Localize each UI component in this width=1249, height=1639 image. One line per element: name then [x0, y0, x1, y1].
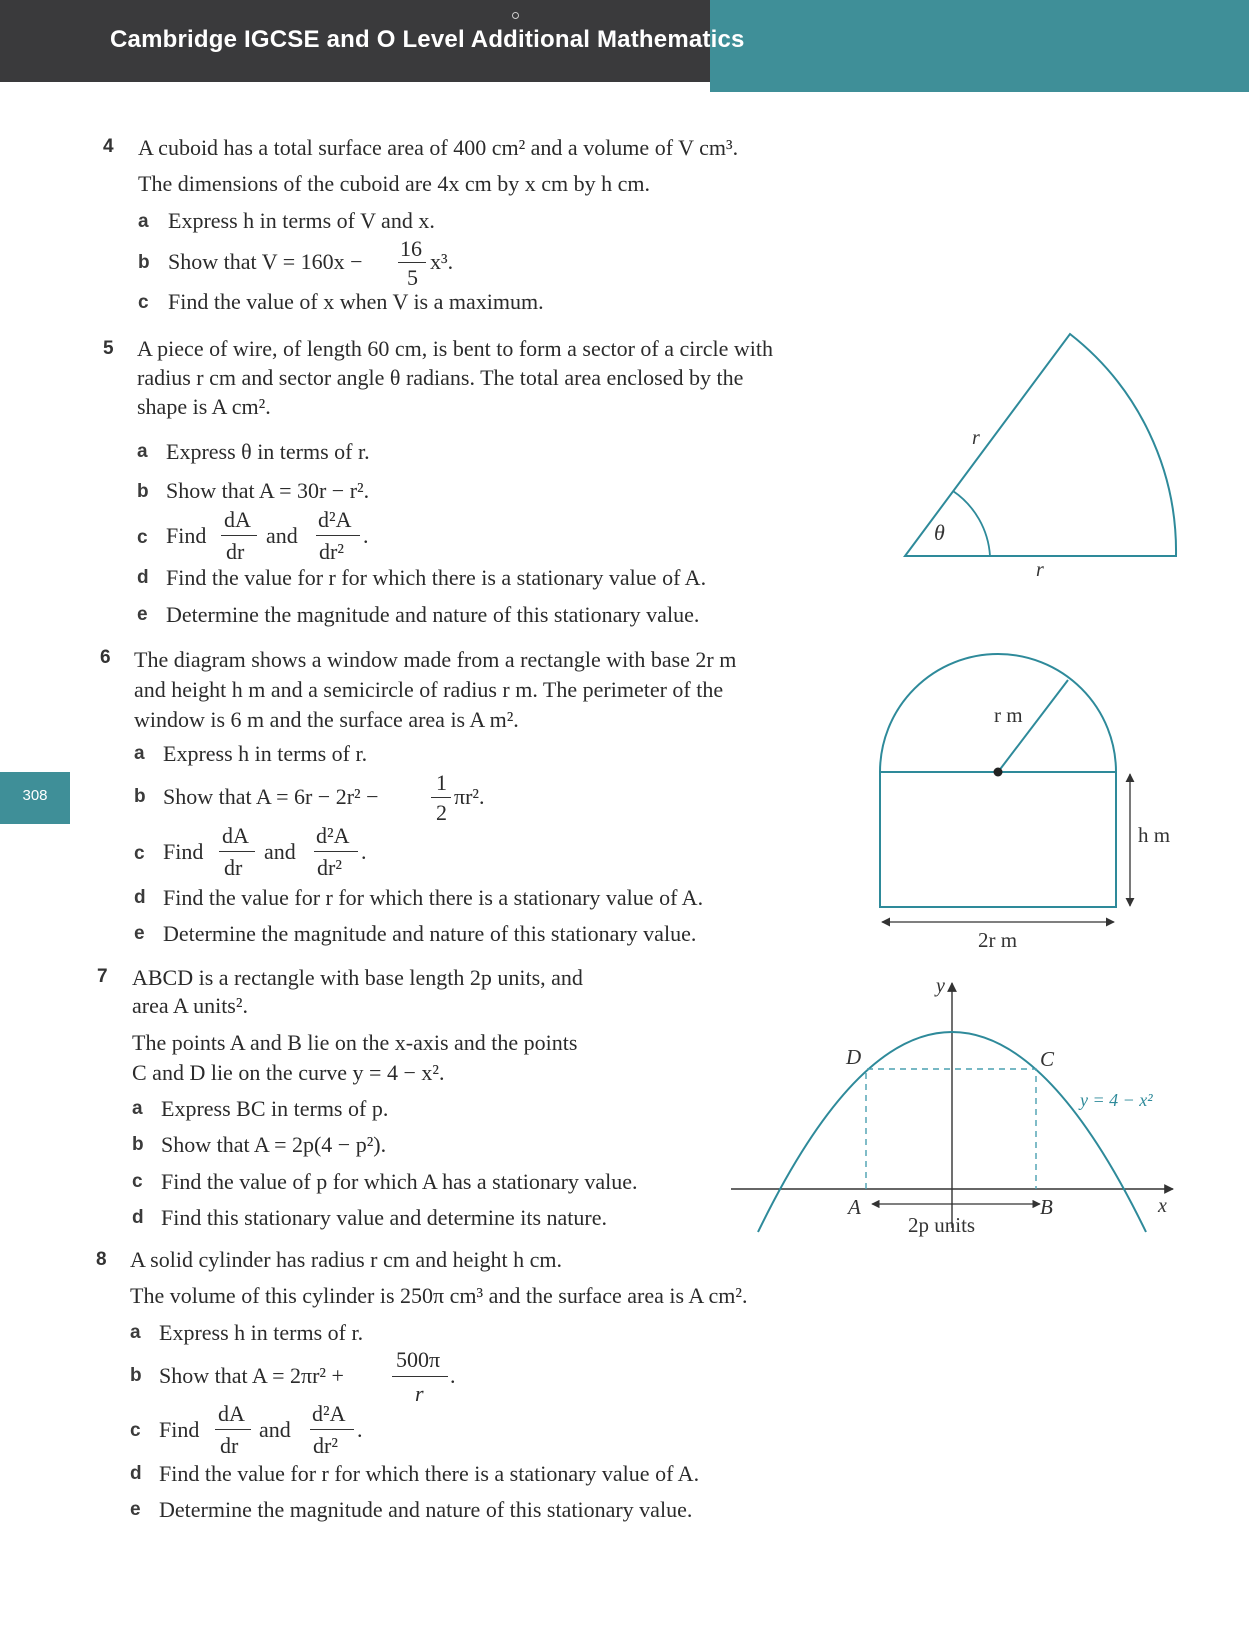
curve-equation-label: y = 4 − x² [1080, 1090, 1153, 1110]
question-7-stem-line2: area A units². [132, 993, 248, 1018]
y-axis-label: y [936, 975, 945, 997]
question-5e-text: Determine the magnitude and nature of this stationary value. [166, 602, 700, 627]
part-c-label: c [130, 1420, 141, 1441]
question-8c-and: and [259, 1417, 291, 1442]
part-b-label: b [130, 1365, 142, 1386]
part-c-label: c [138, 292, 149, 313]
question-8b-fraction-numerator: 500π [396, 1347, 441, 1372]
height-label: h m [1138, 823, 1171, 847]
part-a-label: a [132, 1098, 143, 1119]
book-title: Cambridge IGCSE and O Level Additional Mathematics [110, 26, 745, 53]
question-6-number: 6 [100, 647, 111, 668]
window-rectangle [880, 772, 1116, 907]
question-7a-text: Express BC in terms of p. [161, 1096, 389, 1121]
question-5d-text: Find the value for r for which there is a stationary value of A. [166, 565, 707, 590]
part-c-label: c [132, 1171, 143, 1192]
point-b-label: B [1040, 1195, 1053, 1219]
sector-outline [905, 334, 1176, 556]
question-6-stem-line3: window is 6 m and the surface area is A m². [134, 707, 519, 732]
base-label: 2r m [978, 928, 1018, 952]
question-8a-text: Express h in terms of r. [159, 1320, 364, 1345]
question-4b-text-end: x³. [430, 249, 454, 274]
second-derivative-numerator: d²A [312, 1401, 346, 1426]
question-4b-fraction-denominator: 5 [407, 265, 418, 290]
question-6a-text: Express h in terms of r. [163, 741, 368, 766]
question-6-stem-line1: The diagram shows a window made from a rectangle with base 2r m [134, 647, 737, 672]
derivative-numerator: dA [224, 507, 251, 532]
part-e-label: e [137, 604, 148, 625]
point-d-label: D [846, 1045, 862, 1069]
question-5b-text: Show that A = 30r − r². [166, 478, 370, 503]
question-7-stem-line4: C and D lie on the curve y = 4 − x². [132, 1060, 445, 1085]
question-6b-text-end: πr². [454, 784, 485, 809]
question-8e-text: Determine the magnitude and nature of this stationary value. [159, 1497, 693, 1522]
question-8-stem-line2: The volume of this cylinder is 250π cm³ and the surface area is A cm². [130, 1283, 748, 1308]
question-6e-text: Determine the magnitude and nature of this stationary value. [163, 921, 697, 946]
second-derivative-numerator: d²A [318, 507, 352, 532]
question-8c-find: Find [159, 1417, 200, 1442]
part-b-label: b [137, 481, 149, 502]
derivative-numerator: dA [218, 1401, 245, 1426]
radius-label-side: r [972, 427, 980, 449]
parabola-diagram [731, 975, 1173, 1237]
theta-label: θ [934, 520, 945, 545]
question-5-stem-line1: A piece of wire, of length 60 cm, is bent to form a sector of a circle with [137, 336, 773, 361]
question-8b-text: Show that A = 2πr² + [159, 1363, 344, 1388]
question-5-stem-line2: radius r cm and sector angle θ radians. The total area enclosed by the [137, 365, 744, 390]
part-a-label: a [130, 1322, 141, 1343]
derivative-denominator: dr [224, 855, 243, 880]
question-8b-text-end: . [450, 1363, 456, 1388]
part-b-label: b [134, 786, 146, 807]
part-c-label: c [137, 527, 148, 548]
part-d-label: d [137, 567, 149, 588]
question-7-number: 7 [97, 966, 108, 987]
question-8-stem-line1: A solid cylinder has radius r cm and height h cm. [130, 1247, 562, 1272]
question-4a-text: Express h in terms of V and x. [168, 208, 435, 233]
part-d-label: d [132, 1207, 144, 1228]
derivative-numerator: dA [222, 823, 249, 848]
part-e-label: e [134, 923, 145, 944]
question-6c-end: . [361, 839, 367, 864]
question-7d-text: Find this stationary value and determine its nature. [161, 1205, 608, 1230]
question-8b-fraction-denominator: r [415, 1381, 424, 1406]
question-6d-text: Find the value for r for which there is a stationary value of A. [163, 885, 704, 910]
question-6-stem-line2: and height h m and a semicircle of radius r m. The perimeter of the [134, 677, 724, 702]
part-d-label: d [134, 887, 146, 908]
question-6c-find: Find [163, 839, 204, 864]
part-e-label: e [130, 1499, 141, 1520]
part-a-label: a [137, 441, 148, 462]
question-4b-fraction-numerator: 16 [400, 236, 422, 261]
question-6b-fraction-denominator: 2 [436, 800, 447, 825]
second-derivative-denominator: dr² [317, 855, 342, 880]
rectangle-abcd [866, 1069, 1036, 1189]
part-b-label: b [138, 252, 150, 273]
question-5-stem-line3: shape is A cm². [137, 394, 271, 419]
part-c-label: c [134, 843, 145, 864]
question-5c-and: and [266, 523, 298, 548]
question-4c-text: Find the value of x when V is a maximum. [168, 289, 544, 314]
page-number: 308 [22, 787, 48, 804]
second-derivative-denominator: dr² [319, 539, 344, 564]
part-a-label: a [138, 211, 149, 232]
x-axis-label: x [1158, 1195, 1167, 1217]
derivative-denominator: dr [226, 539, 245, 564]
question-5c-end: . [363, 523, 369, 548]
question-7-stem-line3: The points A and B lie on the x-axis and the points [132, 1030, 578, 1055]
question-4-stem-line1: A cuboid has a total surface area of 400 cm² and a volume of V cm³. [138, 135, 739, 160]
question-5c-find: Find [166, 523, 207, 548]
question-7b-text: Show that A = 2p(4 − p²). [161, 1132, 387, 1157]
derivative-denominator: dr [220, 1433, 239, 1458]
angle-arc [953, 491, 990, 556]
second-derivative-numerator: d²A [316, 823, 350, 848]
second-derivative-denominator: dr² [313, 1433, 338, 1458]
point-c-label: C [1040, 1047, 1055, 1071]
question-8d-text: Find the value for r for which there is a stationary value of A. [159, 1461, 700, 1486]
question-8c-end: . [357, 1417, 363, 1442]
question-5-number: 5 [103, 338, 114, 359]
question-6b-text: Show that A = 6r − 2r² − [163, 784, 379, 809]
question-7c-text: Find the value of p for which A has a stationary value. [161, 1169, 638, 1194]
point-a-label: A [848, 1195, 861, 1219]
base-length-label: 2p units [908, 1213, 976, 1237]
window-diagram [880, 654, 1170, 952]
question-4-number: 4 [103, 136, 114, 157]
question-4b-text: Show that V = 160x − [168, 249, 363, 274]
question-8-number: 8 [96, 1249, 107, 1270]
part-b-label: b [132, 1134, 144, 1155]
question-4-stem-line2: The dimensions of the cuboid are 4x cm by x cm by h cm. [138, 171, 650, 196]
sector-diagram [905, 334, 1176, 581]
question-7-stem-line1: ABCD is a rectangle with base length 2p units, and [132, 965, 583, 990]
question-6b-fraction-numerator: 1 [436, 770, 447, 795]
part-a-label: a [134, 743, 145, 764]
question-5a-text: Express θ in terms of r. [166, 439, 370, 464]
radius-label: r m [994, 703, 1023, 727]
part-d-label: d [130, 1463, 142, 1484]
radius-label-base: r [1036, 559, 1044, 581]
question-6c-and: and [264, 839, 296, 864]
centre-point [994, 768, 1003, 777]
